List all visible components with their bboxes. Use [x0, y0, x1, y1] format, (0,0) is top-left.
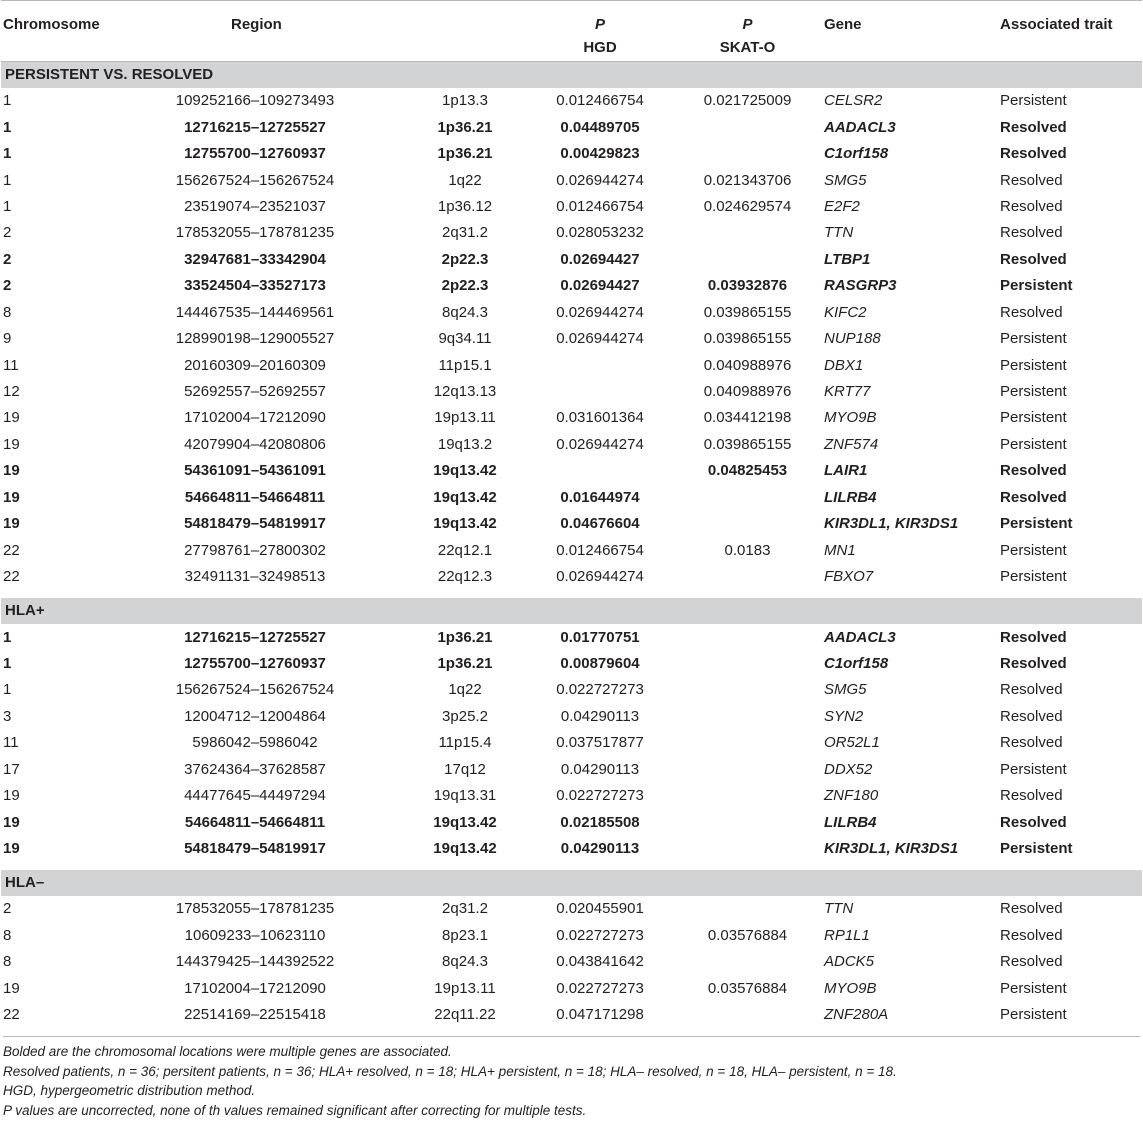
cell-p-hgd: 0.04290113	[560, 707, 640, 725]
cell-gene: E2F2	[824, 197, 860, 215]
cell-region: 54818479–54819917	[184, 515, 326, 533]
section-title: HLA–	[1, 870, 1142, 896]
cell-trait: Resolved	[1000, 488, 1067, 506]
cell-region: 37624364–37628587	[184, 760, 326, 778]
cell-band: 1p36.21	[437, 145, 493, 163]
cell-band: 19q13.42	[433, 840, 497, 858]
cell-p-hgd: 0.012466754	[556, 92, 644, 110]
cell-trait: Persistent	[1000, 356, 1067, 374]
header-p-hgd	[525, 1, 675, 62]
cell-band: 8q24.3	[442, 303, 488, 321]
cell-p-hgd: 0.04290113	[560, 760, 640, 778]
cell-p-hgd: 0.02694427	[560, 277, 640, 295]
cell-region: 54664811–54664811	[184, 813, 326, 831]
cell-gene: ZNF180	[824, 787, 879, 805]
cell-gene: CELSR2	[824, 92, 883, 110]
cell-region: 5986042–5986042	[192, 734, 318, 752]
cell-chromosome: 2	[3, 277, 12, 295]
cell-p-skat	[675, 949, 820, 975]
cell-gene: MYO9B	[824, 979, 877, 997]
header-p-skat-top: P	[742, 16, 753, 33]
cell-band: 8q24.3	[442, 953, 488, 971]
cell-trait: Resolved	[1000, 118, 1067, 136]
cell-trait: Persistent	[1000, 541, 1067, 559]
table-row	[1, 511, 1142, 537]
cell-region: 156267524–156267524	[175, 681, 335, 699]
cell-p-skat	[675, 624, 820, 650]
cell-trait: Resolved	[1000, 654, 1067, 672]
cell-chromosome: 19	[3, 488, 20, 506]
cell-p-skat	[675, 896, 820, 922]
cell-band: 8p23.1	[442, 926, 488, 944]
cell-band: 11p15.4	[438, 734, 492, 752]
cell-chromosome: 1	[3, 118, 12, 136]
cell-p-skat	[675, 704, 820, 730]
cell-band: 11p15.1	[438, 356, 492, 374]
cell-trait: Persistent	[1000, 435, 1067, 453]
header-p-skat-bottom: SKAT-O	[719, 39, 776, 56]
cell-region: 12755700–12760937	[184, 145, 326, 163]
cell-band: 1p36.21	[437, 654, 493, 672]
header-p-skat	[675, 1, 820, 62]
cell-trait: Persistent	[1000, 330, 1067, 348]
table-row	[1, 379, 1142, 405]
cell-p-hgd: 0.01644974	[560, 488, 640, 506]
cell-region: 17102004–17212090	[184, 409, 326, 427]
cell-trait: Persistent	[1000, 409, 1067, 427]
cell-p-skat	[675, 651, 820, 677]
table-row	[1, 432, 1142, 458]
cell-band: 22q12.1	[437, 541, 493, 559]
table-row	[1, 537, 1142, 563]
cell-gene: SYN2	[824, 707, 864, 725]
cell-p-skat	[675, 220, 820, 246]
cell-p-hgd: 0.022727273	[556, 979, 644, 997]
table-row	[1, 704, 1142, 730]
cell-p-hgd: 0.022727273	[556, 926, 644, 944]
cell-p-hgd: 0.04676604	[560, 515, 640, 533]
cell-gene: DDX52	[824, 760, 873, 778]
footnote-bold: Bolded are the chromosomal locations were multiple genes are associated.	[3, 1044, 452, 1059]
cell-region: 33524504–33527173	[184, 277, 326, 295]
cell-band: 12q13.13	[433, 383, 497, 401]
cell-p-skat: 0.03576884	[707, 926, 788, 944]
cell-chromosome: 1	[3, 628, 12, 646]
cell-region: 156267524–156267524	[175, 171, 335, 189]
cell-region: 128990198–129005527	[175, 330, 335, 348]
cell-p-skat	[675, 836, 820, 862]
cell-p-hgd: 0.02694427	[560, 250, 640, 268]
cell-p-hgd: 0.047171298	[556, 1006, 644, 1024]
cell-p-hgd: 0.022727273	[556, 681, 644, 699]
cell-band: 22q12.3	[437, 568, 493, 586]
cell-trait: Persistent	[1000, 383, 1067, 401]
cell-band: 1q22	[448, 681, 482, 699]
table-row	[1, 167, 1142, 193]
table-row	[1, 485, 1142, 511]
cell-p-hgd: 0.026944274	[556, 568, 644, 586]
cell-chromosome: 1	[3, 171, 12, 189]
cell-band: 2p22.3	[441, 277, 489, 295]
cell-region: 27798761–27800302	[184, 541, 326, 559]
section-header-row	[1, 62, 1142, 89]
table-row	[1, 949, 1142, 975]
cell-chromosome: 8	[3, 953, 12, 971]
section-title: HLA+	[1, 598, 1142, 624]
cell-p-skat: 0.040988976	[703, 383, 792, 401]
cell-region: 44477645–44497294	[184, 787, 326, 805]
cell-gene: C1orf158	[824, 145, 889, 163]
cell-chromosome: 1	[3, 197, 12, 215]
cell-band: 19p13.11	[434, 979, 496, 997]
cell-band: 19q13.42	[433, 813, 497, 831]
cell-p-hgd: 0.012466754	[556, 541, 644, 559]
cell-p-skat: 0.021343706	[703, 171, 792, 189]
cell-gene: LILRB4	[824, 813, 877, 831]
cell-chromosome: 1	[3, 145, 12, 163]
cell-gene: TTN	[824, 224, 854, 242]
cell-trait: Persistent	[1000, 1006, 1067, 1024]
cell-p-skat	[675, 564, 820, 590]
cell-band: 3p25.2	[442, 707, 488, 725]
header-row	[1, 1, 1142, 62]
cell-gene: ADCK5	[824, 953, 875, 971]
cell-trait: Resolved	[1000, 462, 1067, 480]
cell-p-skat: 0.04825453	[707, 462, 788, 480]
header-region: Region	[231, 16, 282, 33]
cell-p-skat	[675, 783, 820, 809]
table-row	[1, 923, 1142, 949]
cell-band: 19q13.2	[437, 435, 493, 453]
cell-gene: FBXO7	[824, 568, 874, 586]
table-row	[1, 651, 1142, 677]
header-p-hgd-top: P	[594, 16, 605, 33]
cell-trait: Resolved	[1000, 303, 1063, 321]
cell-trait: Resolved	[1000, 171, 1063, 189]
table-row	[1, 976, 1142, 1002]
cell-trait: Persistent	[1000, 979, 1067, 997]
cell-trait: Resolved	[1000, 926, 1063, 944]
cell-trait: Resolved	[1000, 250, 1067, 268]
section-header-row	[1, 598, 1142, 624]
cell-band: 9q34.11	[438, 330, 492, 348]
spacer-cell	[1, 590, 1142, 598]
cell-p-skat: 0.024629574	[703, 197, 792, 215]
cell-region: 178532055–178781235	[175, 900, 335, 918]
cell-region: 32947681–33342904	[184, 250, 326, 268]
cell-band: 1p36.21	[437, 628, 493, 646]
cell-trait: Persistent	[1000, 515, 1073, 533]
cell-p-hgd: 0.012466754	[556, 197, 644, 215]
cell-chromosome: 22	[3, 541, 20, 559]
cell-gene: ZNF574	[824, 435, 879, 453]
section-spacer	[1, 862, 1142, 870]
cell-region: 20160309–20160309	[184, 356, 326, 374]
cell-p-skat: 0.039865155	[703, 435, 792, 453]
footnote-hgd: HGD, hypergeometric distribution method.	[3, 1083, 256, 1099]
cell-trait: Persistent	[1000, 760, 1067, 778]
cell-gene: AADACL3	[824, 628, 896, 646]
cell-p-skat: 0.039865155	[703, 303, 792, 321]
table-row	[1, 458, 1142, 484]
cell-p-hgd: 0.00879604	[560, 654, 640, 672]
cell-region: 42079904–42080806	[184, 435, 326, 453]
cell-chromosome: 2	[3, 224, 12, 242]
cell-p-hgd: 0.043841642	[556, 953, 644, 971]
table-body	[1, 62, 1142, 1029]
cell-p-skat: 0.0183	[724, 541, 771, 559]
cell-band: 1p13.3	[442, 92, 488, 110]
cell-chromosome: 1	[3, 654, 12, 672]
cell-p-skat: 0.034412198	[703, 409, 792, 427]
cell-chromosome: 19	[3, 840, 20, 858]
cell-p-hgd: 0.026944274	[556, 303, 644, 321]
header-p-hgd-bottom: HGD	[583, 39, 617, 56]
cell-p-skat	[675, 1002, 820, 1028]
table-row	[1, 757, 1142, 783]
cell-p-skat	[675, 757, 820, 783]
cell-band: 2p22.3	[441, 250, 489, 268]
table-row	[1, 220, 1142, 246]
cell-p-hgd: 0.028053232	[556, 224, 644, 242]
table-row	[1, 836, 1142, 862]
cell-region: 12755700–12760937	[184, 654, 326, 672]
cell-gene: DBX1	[824, 356, 864, 374]
cell-chromosome: 22	[3, 568, 20, 586]
cell-region: 22514169–22515418	[184, 1006, 326, 1024]
table-row	[1, 809, 1142, 835]
results-table	[1, 0, 1142, 1028]
cell-region: 144379425–144392522	[175, 953, 335, 971]
section-header-row	[1, 870, 1142, 896]
cell-chromosome: 3	[3, 707, 12, 725]
cell-gene: TTN	[824, 900, 854, 918]
cell-trait: Persistent	[1000, 840, 1073, 858]
cell-gene: KIFC2	[824, 303, 867, 321]
cell-p-skat: 0.039865155	[703, 330, 792, 348]
cell-band: 2q31.2	[442, 900, 488, 918]
cell-gene: SMG5	[824, 171, 867, 189]
cell-chromosome: 19	[3, 787, 20, 805]
cell-region: 109252166–109273493	[175, 92, 335, 110]
cell-region: 52692557–52692557	[184, 383, 326, 401]
table-row	[1, 141, 1142, 167]
cell-p-skat	[675, 677, 820, 703]
table-row	[1, 896, 1142, 922]
cell-gene: KIR3DL1, KIR3DS1	[824, 515, 959, 533]
cell-gene: MN1	[824, 541, 856, 559]
cell-gene: LTBP1	[824, 250, 871, 268]
cell-p-skat: 0.021725009	[703, 92, 792, 110]
header-gene: Gene	[824, 16, 862, 33]
cell-gene: RASGRP3	[824, 277, 897, 295]
cell-region: 10609233–10623110	[184, 926, 326, 944]
cell-chromosome: 8	[3, 926, 12, 944]
section-spacer	[1, 590, 1142, 598]
cell-p-skat	[675, 247, 820, 273]
table-row	[1, 326, 1142, 352]
cell-band: 1q22	[448, 171, 482, 189]
table-row	[1, 677, 1142, 703]
cell-region: 144467535–144469561	[175, 303, 335, 321]
cell-chromosome: 11	[3, 734, 19, 752]
cell-p-hgd	[525, 352, 675, 378]
cell-trait: Resolved	[1000, 787, 1063, 805]
table-row	[1, 300, 1142, 326]
cell-band: 19p13.11	[434, 409, 496, 427]
cell-chromosome: 22	[3, 1006, 20, 1024]
cell-trait: Resolved	[1000, 628, 1067, 646]
cell-chromosome: 19	[3, 813, 20, 831]
cell-p-hgd: 0.02185508	[560, 813, 640, 831]
table-row	[1, 247, 1142, 273]
cell-chromosome: 19	[3, 435, 20, 453]
cell-region: 54664811–54664811	[184, 488, 326, 506]
cell-p-hgd: 0.00429823	[560, 145, 640, 163]
table-row	[1, 564, 1142, 590]
cell-band: 19q13.31	[433, 787, 497, 805]
cell-gene: RP1L1	[824, 926, 870, 944]
table-row	[1, 783, 1142, 809]
cell-trait: Persistent	[1000, 92, 1067, 110]
cell-p-skat	[675, 511, 820, 537]
cell-p-skat: 0.03576884	[707, 979, 788, 997]
cell-region: 23519074–23521037	[184, 197, 326, 215]
cell-p-hgd: 0.04290113	[560, 840, 640, 858]
cell-p-skat	[675, 141, 820, 167]
cell-region: 12716215–12725527	[184, 628, 326, 646]
cell-p-hgd	[525, 379, 675, 405]
table-row	[1, 405, 1142, 431]
cell-gene: AADACL3	[824, 118, 896, 136]
table-row	[1, 730, 1142, 756]
cell-trait: Resolved	[1000, 145, 1067, 163]
header-chromosome: Chromosome	[3, 16, 100, 33]
section-title: PERSISTENT VS. RESOLVED	[1, 62, 1142, 89]
cell-chromosome: 19	[3, 462, 20, 480]
cell-trait: Persistent	[1000, 568, 1067, 586]
cell-chromosome: 11	[3, 356, 19, 374]
cell-region: 54818479–54819917	[184, 840, 326, 858]
cell-gene: LAIR1	[824, 462, 868, 480]
table-footnotes	[3, 1036, 1140, 1121]
cell-chromosome: 2	[3, 250, 12, 268]
spacer-cell	[1, 862, 1142, 870]
cell-gene: LILRB4	[824, 488, 877, 506]
cell-band: 1p36.21	[437, 118, 493, 136]
cell-p-hgd: 0.022727273	[556, 787, 644, 805]
cell-chromosome: 19	[3, 979, 20, 997]
cell-p-hgd: 0.026944274	[556, 171, 644, 189]
cell-trait: Resolved	[1000, 953, 1063, 971]
cell-chromosome: 1	[3, 92, 12, 110]
cell-gene: OR52L1	[824, 734, 880, 752]
cell-p-skat	[675, 809, 820, 835]
table-row	[1, 1002, 1142, 1028]
cell-p-hgd	[525, 458, 675, 484]
cell-trait: Resolved	[1000, 734, 1063, 752]
table-row	[1, 194, 1142, 220]
cell-gene: C1orf158	[824, 654, 889, 672]
cell-trait: Resolved	[1000, 900, 1063, 918]
footnote-sample-sizes: Resolved patients, n = 36; persitent patients, n = 36; HLA+ resolved, n = 18; HLA+ persistent, n = 18; HLA– resolved, n = 18, HLA– persistent, n = 18.	[3, 1063, 897, 1079]
header-trait: Associated trait	[1000, 16, 1113, 33]
cell-band: 2q31.2	[442, 224, 488, 242]
table-row	[1, 114, 1142, 140]
cell-chromosome: 2	[3, 900, 12, 918]
cell-region: 17102004–17212090	[184, 979, 326, 997]
table-row	[1, 88, 1142, 114]
cell-p-hgd: 0.026944274	[556, 435, 644, 453]
cell-region: 12716215–12725527	[184, 118, 326, 136]
cell-region: 54361091–54361091	[184, 462, 326, 480]
cell-band: 22q11.22	[434, 1006, 496, 1024]
cell-band: 19q13.42	[433, 515, 497, 533]
cell-band: 19q13.42	[433, 488, 497, 506]
cell-gene: ZNF280A	[824, 1006, 889, 1024]
cell-gene: SMG5	[824, 681, 867, 699]
cell-band: 19q13.42	[433, 462, 497, 480]
cell-trait: Resolved	[1000, 707, 1063, 725]
table-row	[1, 273, 1142, 299]
cell-trait: Resolved	[1000, 224, 1063, 242]
cell-region: 32491131–32498513	[184, 568, 326, 586]
cell-p-skat	[675, 730, 820, 756]
table-row	[1, 624, 1142, 650]
cell-p-hgd: 0.037517877	[556, 734, 644, 752]
cell-band: 17q12	[444, 760, 486, 778]
cell-trait: Persistent	[1000, 277, 1073, 295]
cell-p-hgd: 0.01770751	[560, 628, 640, 646]
cell-p-hgd: 0.020455901	[556, 900, 644, 918]
cell-chromosome: 19	[3, 515, 20, 533]
cell-gene: KRT77	[824, 383, 871, 401]
cell-trait: Resolved	[1000, 681, 1063, 699]
cell-trait: Resolved	[1000, 197, 1063, 215]
cell-chromosome: 17	[3, 760, 20, 778]
cell-gene: NUP188	[824, 330, 881, 348]
cell-band: 1p36.12	[437, 197, 493, 215]
cell-region: 178532055–178781235	[175, 224, 335, 242]
footnote-p-values: P values are uncorrected, none of th values remained significant after correcting for multiple tests.	[3, 1103, 587, 1119]
cell-chromosome: 12	[3, 383, 20, 401]
cell-p-skat	[675, 114, 820, 140]
cell-p-skat: 0.040988976	[703, 356, 792, 374]
cell-chromosome: 1	[3, 681, 12, 699]
cell-p-hgd: 0.04489705	[560, 118, 640, 136]
table-row	[1, 352, 1142, 378]
cell-chromosome: 19	[3, 409, 20, 427]
cell-p-skat: 0.03932876	[707, 277, 788, 295]
cell-chromosome: 9	[3, 330, 12, 348]
cell-trait: Resolved	[1000, 813, 1067, 831]
cell-gene: MYO9B	[824, 409, 877, 427]
cell-p-hgd: 0.031601364	[556, 409, 644, 427]
cell-p-skat	[675, 485, 820, 511]
cell-p-hgd: 0.026944274	[556, 330, 644, 348]
cell-region: 12004712–12004864	[184, 707, 326, 725]
cell-chromosome: 8	[3, 303, 12, 321]
cell-gene: KIR3DL1, KIR3DS1	[824, 840, 959, 858]
